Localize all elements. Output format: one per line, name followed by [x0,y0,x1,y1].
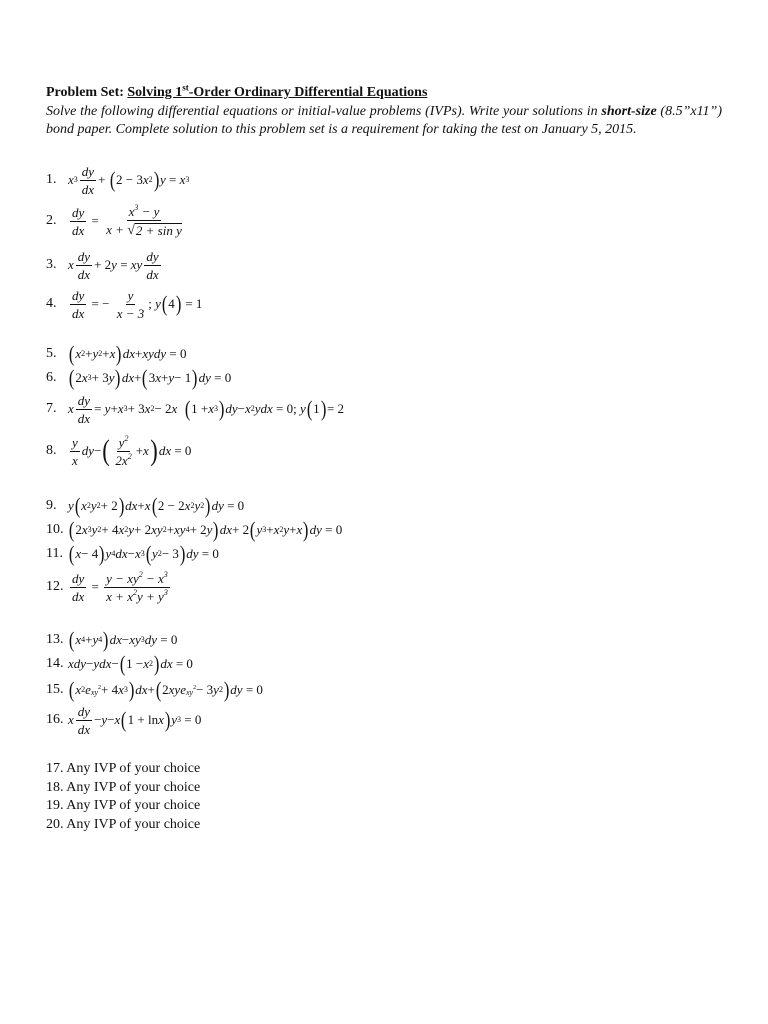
equation: ( x 2 + y 2 + x ) dx + xydy = 0 [68,341,187,366]
problem-number: 3. [46,257,57,272]
problem-number: 11. [46,546,63,561]
equation: $\frac{dy}{dx}$ = $\frac{y - xy^2 - x^3}{x + x^2y + y^3}$ [72,569,168,604]
problem-number: 4. [46,296,57,311]
problem-7 [46,389,344,429]
equation: ( 2 x 3 y 2 + 4 x 2 y + 2 xy 2 + xy 4 + 2 y ) dx + 2 ( y 3 + x 2 y + x ) dy = 0 [68,517,343,542]
title-topic-post: -Order Ordinary Differential Equations [188,85,428,100]
problem-number: 9. [46,498,57,513]
problem-number: 12. [46,579,64,594]
page-title [46,84,722,102]
instructions-part1: Solve the following differential equations or initial-value problems (IVPs). Write your solutions in [46,104,602,119]
equation: ( x 2 e $xy^2$ + 4 x 3 ) dx + ( 2 xye $xy^2$ − 3 y 2 ) dy = 0 [68,677,263,702]
problem-2 [46,201,186,241]
problem-number: 16. [46,712,64,727]
instructions-bold: short-size [601,104,657,119]
equation: x 3 $\frac{dy}{dx}$ + ( 2 − 3 x 2 ) y = x 3 [68,163,190,197]
problem-17: 17. Any IVP of your choice [46,761,201,776]
problem-number: 13. [46,632,64,647]
problem-number: 10. [46,522,64,537]
instructions-part2: (8.5”x11”) bond paper. Complete solution to this problem set is a requirement for taking the test on January 5, 2015. [46,104,722,137]
problem-number: 14. [46,656,64,671]
equation: ( x − 4 ) y 4 dx − x 3 ( y 2 − 3 ) dy = 0 [68,541,219,566]
problem-4 [46,284,202,324]
problem-number: 1. [46,172,57,187]
equation: y ( x 2 y 2 + 2 ) dx + x ( 2 − 2 x 2 y 2 ) dy = 0 [68,493,245,518]
problem-number: 15. [46,682,64,697]
equation: $\frac{y}{x}$ dy − ( $\frac{y^2}{2x^2}$ + x ) dx = 0 [72,433,192,468]
equation: x $\frac{dy}{dx}$ + 2 y = xy $\frac{dy}{dx}$ [68,248,159,282]
problem-number: 5. [46,346,57,361]
problem-number: 2. [46,213,57,228]
problem-16 [46,700,201,740]
problem-20: 20. Any IVP of your choice [46,817,201,832]
title-label: Problem Set: [46,85,124,100]
title-topic-pre: Solving 1 [127,85,183,100]
problem-19: 19. Any IVP of your choice [46,798,201,813]
equation: x $\frac{dy}{dx}$ = y + x 3 + 3 x 2 − 2 x ( 1 + x 3 ) dy − x 2 ydx = 0; y ( 1 ) = 2 [68,392,345,426]
problem-3 [46,245,163,285]
equation: ( x 4 + y 4 ) dx − xy 3 dy = 0 [68,627,178,652]
equation: $\frac{dy}{dx}$ = $x^3 - y$ x + √ 2 + sin y [72,203,182,238]
problem-18: 18. Any IVP of your choice [46,780,201,795]
problem-8 [46,431,191,471]
problem-number: 7. [46,401,57,416]
equation: x $\frac{dy}{dx}$ − y − x ( 1 + ln x ) y 3 = 0 [68,703,202,737]
problem-1 [46,160,189,200]
problem-set-page [46,84,722,139]
problem-number: 8. [46,443,57,458]
problem-number: 6. [46,370,57,385]
equation: $\frac{dy}{dx}$ = − $\frac{y}{x - 3}$ ; y ( 4 ) = 1 [72,287,203,321]
instructions [46,103,722,139]
equation: ( 2 x 3 + 3 y ) dx + ( 3 x + y − 1 ) dy = 0 [68,365,232,390]
problem-12 [46,567,172,607]
title-topic [127,82,428,100]
title-topic-sup: st [182,82,189,93]
equation: xdy − ydx − ( 1 − x 2 ) dx = 0 [68,651,193,676]
